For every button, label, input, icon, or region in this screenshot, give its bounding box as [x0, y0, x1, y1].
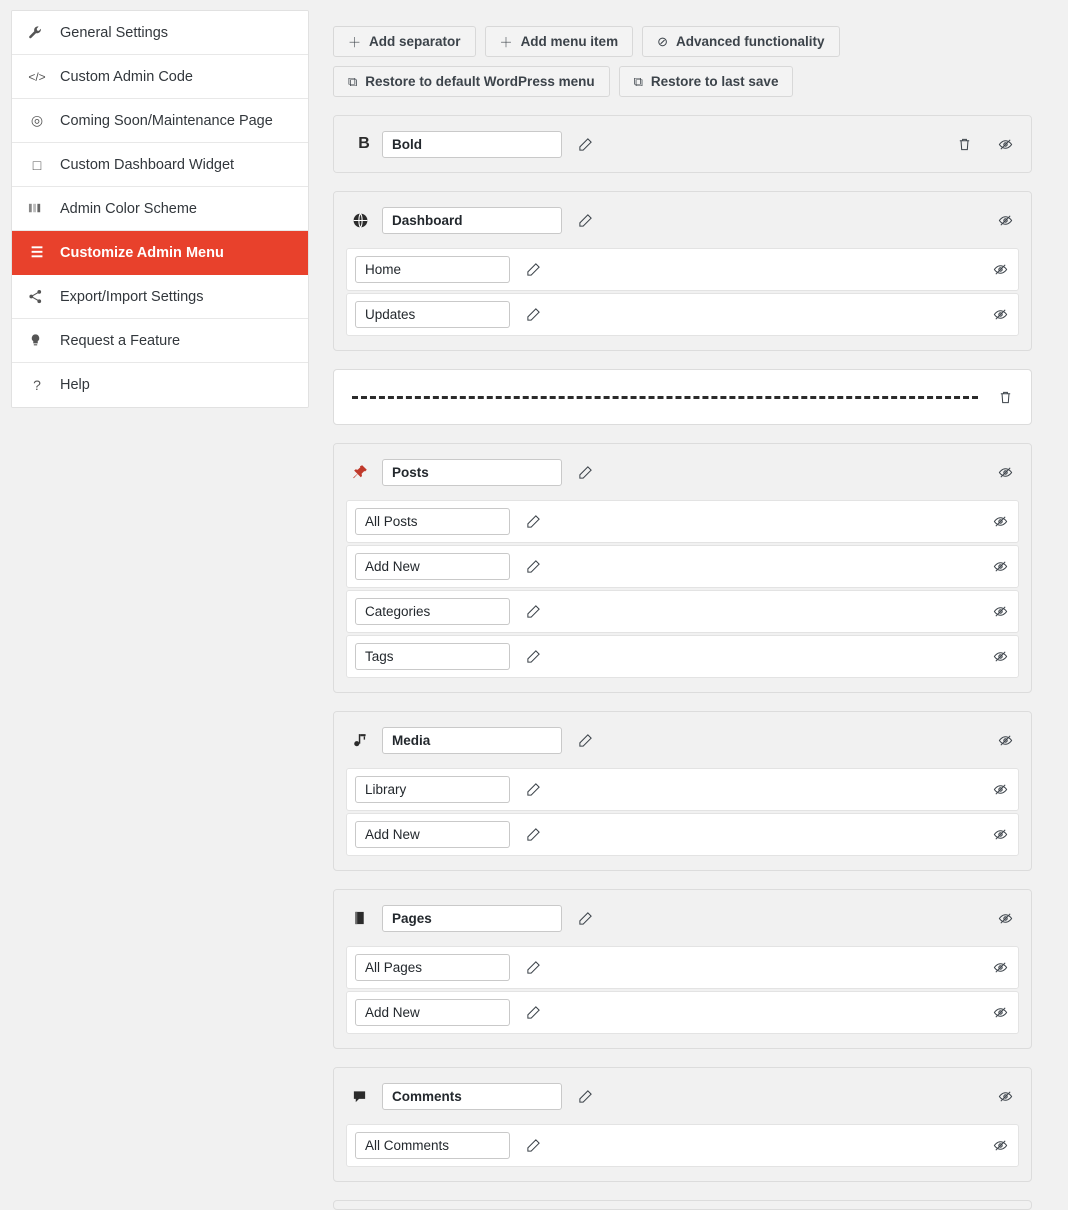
submenu-title-input[interactable]: All Pages [355, 954, 510, 981]
code-icon: </> [28, 69, 46, 84]
sidebar-item-custom-admin-code[interactable] [12, 55, 308, 99]
button-label: Restore to last save [650, 74, 779, 89]
row-actions [993, 827, 1008, 842]
hide-icon[interactable] [993, 827, 1008, 842]
advanced-functionality-button[interactable] [642, 26, 839, 57]
edit-icon[interactable] [526, 604, 541, 619]
edit-icon[interactable] [578, 213, 593, 228]
row-actions [993, 649, 1008, 664]
row-actions [998, 1089, 1013, 1104]
menu-group [333, 191, 1032, 351]
menu-item-row[interactable] [334, 890, 1031, 946]
settings-sidebar [11, 10, 309, 408]
media-icon [352, 732, 376, 749]
hide-icon[interactable] [993, 1005, 1008, 1020]
bold-icon: B [358, 135, 370, 152]
submenu-row[interactable] [346, 590, 1019, 633]
sidebar-item-label: Help [60, 377, 90, 393]
sidebar-item-export-import-settings[interactable] [12, 275, 308, 319]
wrench-icon [28, 25, 46, 40]
button-label: Add separator [369, 34, 461, 49]
edit-icon[interactable] [578, 733, 593, 748]
row-actions [998, 465, 1013, 480]
button-label: Add menu item [520, 34, 619, 49]
menu-group [333, 115, 1032, 173]
submenu-title-input[interactable]: Library [355, 776, 510, 803]
hide-icon[interactable] [998, 1089, 1013, 1104]
hide-icon[interactable] [998, 213, 1013, 228]
globe-icon [352, 212, 376, 229]
menu-separator-row[interactable] [333, 369, 1032, 425]
hide-icon[interactable] [993, 307, 1008, 322]
submenu-title-input[interactable]: Categories [355, 598, 510, 625]
row-actions [998, 733, 1013, 748]
menu-title-input[interactable]: Bold [382, 131, 562, 158]
menu-group-partial [333, 1200, 1032, 1210]
row-actions [993, 604, 1008, 619]
plus-icon: ＋ [499, 35, 513, 50]
restore-icon: ⧉ [348, 73, 358, 89]
delete-icon[interactable] [998, 390, 1013, 405]
submenu-row[interactable] [346, 1124, 1019, 1167]
slash-circle-icon: ⊘ [657, 33, 668, 49]
hide-icon[interactable] [993, 782, 1008, 797]
sidebar-item-label: Customize Admin Menu [60, 244, 224, 261]
menu-title-input[interactable]: Media [382, 727, 562, 754]
edit-icon[interactable] [526, 307, 541, 322]
pin-icon [352, 464, 376, 480]
row-actions [998, 213, 1013, 228]
hamburger-icon: ☰ [30, 244, 44, 260]
sidebar-item-label: Admin Color Scheme [60, 200, 197, 217]
menu-item-row[interactable] [334, 192, 1031, 248]
menu-item-row[interactable] [334, 712, 1031, 768]
menu-group [333, 1067, 1032, 1182]
comment-icon [352, 1089, 376, 1104]
plus-icon: ＋ [348, 35, 362, 50]
row-actions [993, 307, 1008, 322]
toolbar-row-secondary [333, 66, 1032, 97]
submenu-title-input[interactable]: All Posts [355, 508, 510, 535]
hide-icon[interactable] [993, 1138, 1008, 1153]
sidebar-item-customize-admin-menu[interactable] [12, 231, 308, 275]
menu-group [333, 889, 1032, 1049]
menu-item-row[interactable] [334, 444, 1031, 500]
sidebar-item-label: Custom Admin Code [60, 68, 193, 85]
submenu-list [334, 500, 1031, 692]
lightbulb-icon [28, 333, 46, 348]
menu-group [333, 711, 1032, 871]
edit-icon[interactable] [526, 827, 541, 842]
square-icon: □ [32, 156, 42, 173]
edit-icon[interactable] [578, 137, 593, 152]
hide-icon[interactable] [993, 559, 1008, 574]
row-actions [993, 1138, 1008, 1153]
restore-icon: ⧉ [633, 73, 643, 89]
submenu-list [334, 768, 1031, 870]
question-icon: ? [33, 377, 41, 393]
row-actions [998, 911, 1013, 926]
submenu-list [334, 1124, 1031, 1181]
sidebar-item-coming-soon[interactable] [12, 99, 308, 143]
sidebar-item-request-a-feature[interactable] [12, 319, 308, 363]
submenu-list [334, 946, 1031, 1048]
hide-icon[interactable] [998, 465, 1013, 480]
row-actions [957, 137, 1013, 152]
submenu-row[interactable] [346, 248, 1019, 291]
row-actions [993, 559, 1008, 574]
edit-icon[interactable] [578, 1089, 593, 1104]
submenu-title-input[interactable]: All Comments [355, 1132, 510, 1159]
submenu-title-input[interactable]: Home [355, 256, 510, 283]
restore-last-save-button[interactable] [619, 66, 794, 97]
menu-group [333, 443, 1032, 693]
edit-icon[interactable] [578, 911, 593, 926]
button-label: Restore to default WordPress menu [365, 74, 595, 89]
menu-item-row[interactable] [334, 1068, 1031, 1124]
menu-title-input[interactable]: Pages [382, 905, 562, 932]
hide-icon[interactable] [998, 137, 1013, 152]
submenu-title-input[interactable]: Add New [355, 553, 510, 580]
sidebar-item-general-settings[interactable] [12, 11, 308, 55]
submenu-row[interactable] [346, 768, 1019, 811]
edit-icon[interactable] [578, 465, 593, 480]
submenu-title-input[interactable]: Add New [355, 999, 510, 1026]
submenu-row[interactable] [346, 545, 1019, 588]
menu-title-input[interactable]: Comments [382, 1083, 562, 1110]
submenu-row[interactable] [346, 813, 1019, 856]
submenu-title-input[interactable]: Updates [355, 301, 510, 328]
hide-icon[interactable] [998, 733, 1013, 748]
edit-icon[interactable] [526, 559, 541, 574]
edit-icon[interactable] [526, 782, 541, 797]
sidebar-item-label: Request a Feature [60, 332, 181, 349]
share-icon [28, 289, 46, 304]
edit-icon[interactable] [526, 1005, 541, 1020]
menu-title-input[interactable]: Posts [382, 459, 562, 486]
hide-icon[interactable] [993, 262, 1008, 277]
sidebar-item-label: General Settings [60, 24, 169, 41]
row-actions [993, 514, 1008, 529]
submenu-row[interactable] [346, 635, 1019, 678]
row-actions [993, 1005, 1008, 1020]
toolbar-row-primary [333, 26, 1032, 57]
menu-item-row[interactable] [334, 116, 1031, 172]
menu-editor-panel [309, 0, 1068, 1210]
button-label: Advanced functionality [675, 34, 825, 49]
submenu-row[interactable] [346, 946, 1019, 989]
submenu-title-input[interactable]: Tags [355, 643, 510, 670]
pages-icon [352, 910, 376, 926]
sidebar-item-label: Export/Import Settings [60, 288, 204, 305]
edit-icon[interactable] [526, 262, 541, 277]
hide-icon[interactable] [993, 604, 1008, 619]
hide-icon[interactable] [993, 514, 1008, 529]
sidebar-item-help[interactable] [12, 363, 308, 407]
sidebar-item-label: Custom Dashboard Widget [60, 156, 235, 173]
row-actions [993, 960, 1008, 975]
sidebar-item-admin-color-scheme[interactable] [12, 187, 308, 231]
sidebar-item-custom-dashboard-widget[interactable] [12, 143, 308, 187]
edit-icon[interactable] [526, 960, 541, 975]
submenu-row[interactable] [346, 293, 1019, 336]
sidebar-item-label: Coming Soon/Maintenance Page [60, 112, 273, 129]
submenu-row[interactable] [346, 500, 1019, 543]
submenu-row[interactable] [346, 991, 1019, 1034]
menu-title-input[interactable]: Dashboard [382, 207, 562, 234]
add-separator-button[interactable] [333, 26, 476, 57]
edit-icon[interactable] [526, 649, 541, 664]
separator-line [352, 396, 978, 399]
submenu-list [334, 248, 1031, 350]
hide-icon[interactable] [998, 911, 1013, 926]
hide-icon[interactable] [993, 649, 1008, 664]
submenu-title-input[interactable]: Add New [355, 821, 510, 848]
edit-icon[interactable] [526, 514, 541, 529]
row-actions [993, 262, 1008, 277]
target-icon: ◎ [30, 112, 44, 128]
edit-icon[interactable] [526, 1138, 541, 1153]
row-actions [993, 782, 1008, 797]
palette-icon [28, 201, 46, 216]
delete-icon[interactable] [957, 137, 972, 152]
add-menu-item-button[interactable] [485, 26, 634, 57]
restore-default-menu-button[interactable] [333, 66, 610, 97]
hide-icon[interactable] [993, 960, 1008, 975]
